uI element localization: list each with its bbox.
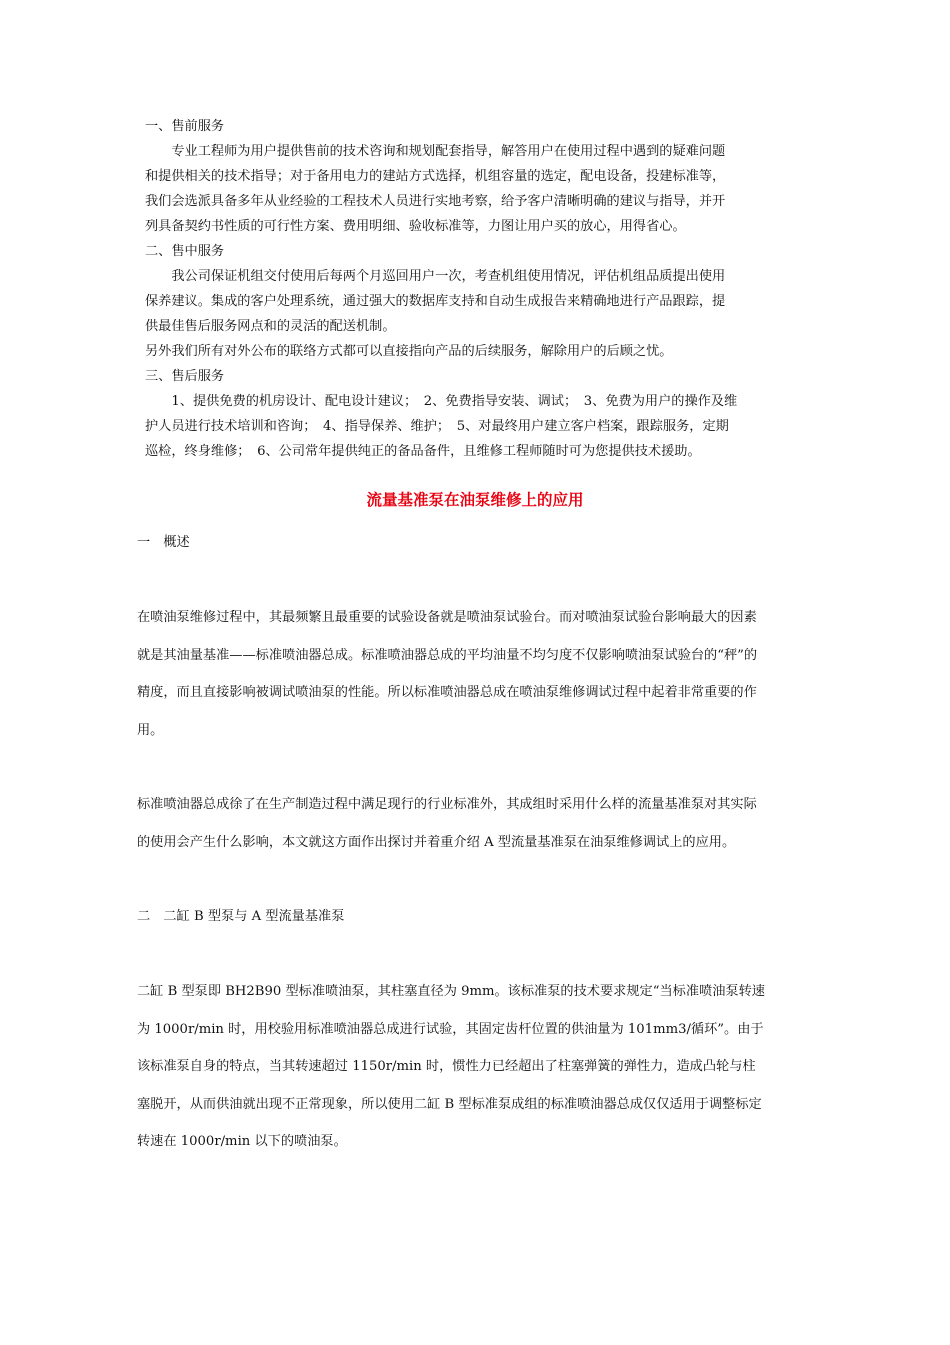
presale-text-line: 专业工程师为用户提供售前的技术咨询和规划配套指导，解答用户在使用过程中遇到的疑难问题 (145, 144, 726, 159)
presale-text-line: 列具备契约书性质的可行性方案、费用明细、验收标准等，力图让用户买的放心，用得省心。 (145, 219, 686, 234)
paragraph-line: 标准喷油器总成徐了在生产制造过程中满足现行的行业标准外，其成组时采用什么样的流量基准泵对其实际 (137, 797, 757, 812)
insale-text-line: 保养建议。集成的客户处理系统，通过强大的数据库支持和自动生成报告来精确地进行产品跟踪，提 (145, 294, 726, 309)
paragraph-overview (137, 599, 757, 749)
aftersale-heading: 三、售后服务 (145, 369, 225, 384)
paragraph-line: 二缸 B 型泵即 BH2B90 型标准喷油泵，其柱塞直径为 9mm。该标准泵的技术要求规定“当标准喷油泵转速 (137, 984, 765, 999)
paragraph-line: 在喷油泵维修过程中，其最频繁且最重要的试验设备就是喷油泵试验台。而对喷油泵试验台影响最大的因素 (137, 610, 757, 625)
paragraph-line: 该标准泵自身的特点，当其转速超过 1150r/min 时，惯性力已经超出了柱塞弹簧的弹性力，造成凸轮与柱 (137, 1059, 756, 1074)
presale-text-line: 和提供相关的技术指导；对于备用电力的建站方式选择，机组容量的选定，配电设备，投建标准等， (145, 169, 726, 184)
paragraph-standard-injector (137, 786, 757, 861)
paragraph-line: 为 1000r/min 时，用校验用标准喷油器总成进行试验，其固定齿杆位置的供油量为 101mm3/循环”。由于 (137, 1021, 764, 1037)
aftersale-text-line: 1、提供免费的机房设计、配电设计建议； 2、免费指导安装、调试； 3、免费为用户的操作及维 (145, 394, 738, 409)
paragraph-b-type-pump (137, 973, 765, 1161)
presale-text-line: 我们会选派具备多年从业经验的工程技术人员进行实地考察，给予客户清晰明确的建议与指导，并开 (145, 194, 726, 209)
paragraph-line: 就是其油量基准——标准喷油器总成。标准喷油器总成的平均油量不均匀度不仅影响喷油泵试验台的“秤”的 (137, 647, 758, 663)
aftersale-text-line: 护人员进行技术培训和咨询； 4、指导保养、维护； 5、对最终用户建立客户档案，跟踪服务，定期 (145, 419, 729, 434)
paragraph-line: 用。 (137, 722, 164, 738)
service-section (145, 114, 737, 464)
insale-text-line: 我公司保证机组交付使用后每两个月巡回用户一次，考查机组使用情况，评估机组品质提出使用 (145, 269, 726, 284)
paragraph-line: 塞脱开，从而供油就出现不正常现象，所以使用二缸 B 型标准泵成组的标准喷油器总成仅仅适用于调整标定 (137, 1096, 762, 1112)
aftersale-text-line: 巡检，终身维修； 6、公司常年提供纯正的备品备件，且维修工程师随时可为您提供技术援助。 (145, 444, 701, 459)
presale-heading: 一、售前服务 (145, 119, 225, 134)
insale-heading: 二、售中服务 (145, 244, 225, 259)
article-title: 流量基准泵在油泵维修上的应用 (366, 490, 584, 509)
paragraph-line: 的使用会产生什么影响，本文就这方面作出探讨并着重介绍 A 型流量基准泵在油泵维修调试上的应用。 (137, 834, 736, 850)
insale-text-line: 供最佳售后服务网点和的灵活的配送机制。 (145, 319, 396, 334)
insale-text-line: 另外我们所有对外公布的联络方式都可以直接指向产品的后续服务，解除用户的后顾之忧。 (145, 344, 673, 359)
paragraph-line: 转速在 1000r/min 以下的喷油泵。 (137, 1134, 347, 1149)
heading-pump-types: 二 二缸 B 型泵与 A 型流量基准泵 (137, 909, 345, 924)
heading-overview: 一 概述 (137, 535, 190, 550)
paragraph-line: 精度，而且直接影响被调试喷油泵的性能。所以标准喷油器总成在喷油泵维修调试过程中起着非常重要的作 (137, 685, 757, 700)
